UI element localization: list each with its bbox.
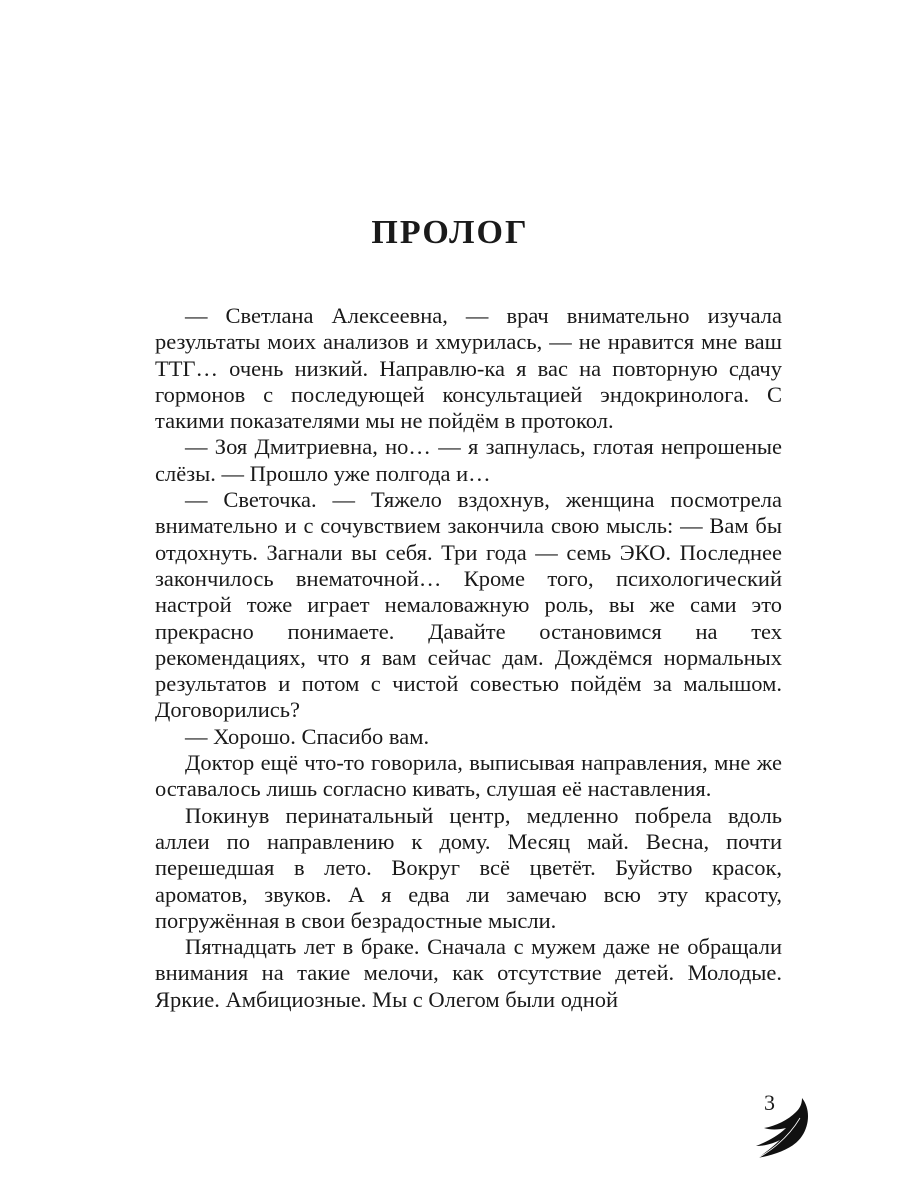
paragraph: — Зоя Дмитриевна, но… — я запнулась, глотая непрошеные слёзы. — Прошло уже полгода и…	[155, 434, 782, 486]
feather-icon	[752, 1096, 812, 1166]
page-number: 3	[764, 1090, 775, 1115]
paragraph: — Светлана Алексеевна, — врач внимательно изучала результаты моих анализов и хмурилась, — не нравится мне ваш ТТГ… очень низкий. Направлю-ка я вас на повторную сдачу гормонов с последующей консультацией эндокринолога. С такими показателями мы не пойдём в протокол.	[155, 303, 782, 434]
paragraph: — Хорошо. Спасибо вам.	[185, 723, 430, 749]
paragraph: — Светочка. — Тяжело вздохнув, женщина посмотрела внимательно и с сочувствием закончила свою мысль: — Вам бы отдохнуть. Загнали вы себя. Три года — семь ЭКО. Последнее закончилось внематочной… Кроме того, психологический настрой тоже играет немаловажную роль, вы же сами это прекрасно понимаете. Давайте остановимся на тех рекомендациях, что я вам сейчас дам. Дождёмся нормальных результатов и потом с чистой совестью пойдём за малышом. Договорились?	[155, 487, 782, 723]
chapter-title: ПРОЛОГ	[371, 214, 529, 251]
paragraph: Пятнадцать лет в браке. Сначала с мужем даже не обращали внимания на такие мелочи, как отсутствие детей. Молодые. Яркие. Амбициозные. Мы с Олегом были одной	[155, 934, 782, 1012]
body-text	[155, 303, 782, 1013]
paragraph: Доктор ещё что-то говорила, выписывая направления, мне же оставалось лишь согласно кивать, слушая её наставления.	[155, 750, 782, 802]
paragraph: Покинув перинатальный центр, медленно побрела вдоль аллеи по направлению к дому. Месяц май. Весна, почти перешедшая в лето. Вокруг всё цветёт. Буйство красок, ароматов, звуков. А я едва ли замечаю всю эту красоту, погружённая в свои безрадостные мысли.	[155, 802, 782, 933]
